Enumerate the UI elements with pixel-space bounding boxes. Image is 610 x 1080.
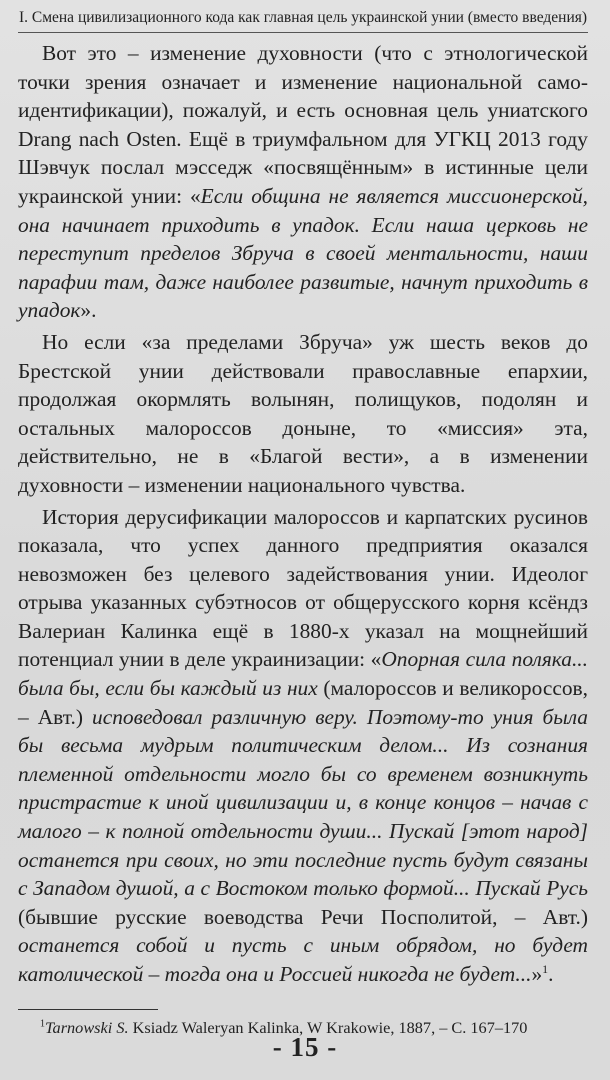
paragraph-3	[18, 503, 588, 989]
italic-quote-segment: Если община не является миссионерской, она начинает приходить в упадок. Если наша церковь не переступит пределов Збруча в своей ментальности, наши парафии там, даже наиболее развитые, начнут приходить в упадок	[18, 183, 588, 323]
text-segment: ».	[80, 298, 97, 323]
italic-quote-segment: останется собой и пусть с иным обрядом, но будет католической – тогда она и Россией никогда не будет...	[18, 933, 588, 986]
text-segment: .	[548, 962, 554, 986]
footnote-source: Ksiadz Waleryan Kalinka, W Krakowie, 1887, – С. 167–170	[128, 1017, 528, 1037]
footnote-author: Tarnowski S.	[45, 1017, 129, 1037]
footnote-number: 1	[40, 1018, 45, 1030]
text-segment: »	[531, 962, 543, 986]
page-number: - 15 -	[272, 1032, 338, 1062]
text-segment: (малороссов и великороссов, – Авт.)	[18, 676, 588, 729]
text-segment: История дерусификации малороссов и карпатских русинов показала, что успех данного предприятия оказался невозможен без целевого задействования унии. Идеолог отрыва указанных субэтносов от общерусского корня ксёндз Валериан Калинка ещё в 1880-х указал на мощнейший потенциал унии в деле украинизации: «	[18, 504, 588, 672]
text-segment: (бывшие русские воеводства Речи Посполитой, – Авт.)	[18, 904, 588, 929]
paragraph-1	[18, 39, 588, 325]
footnote-rule	[18, 1009, 158, 1010]
text-segment: Вот это – изменение духовности (что с этнологической точки зрения означает и изменение национальной само-идентификации), пожалуй, и есть основная цель униатского Drang nach Osten. Ещё в триумфальном для УГКЦ 2013 году Шэвчук послал мэсседж «посвящённым» в истинные цели украинской унии: «	[18, 41, 588, 208]
footnote-marker: 1	[542, 961, 549, 976]
body-text	[18, 39, 588, 989]
italic-quote-segment: Опорная сила поляка... была бы, если бы каждый из них	[18, 647, 588, 701]
running-head: I. Смена цивилизационного кода как главная цель украинской унии (вместо введения)	[18, 8, 588, 33]
italic-quote-segment: исповедовал различную веру. Поэтому-то уния была бы весьма мудрым политическим делом... Из сознания племенной отдельности могло бы со временем возникнуть пристрастие к иной цивилизации и, в конце концов – начав с малого – к полной отдельности души... Пускай [этот народ] останется при своих, но эти последние пусть будут связаны с Западом душой, а с Востоком только формой... Пускай Русь	[18, 704, 588, 901]
text-segment: Но если «за пределами Збруча» уж шесть веков до Брестской унии действовали православные епархии, продолжая окормлять волынян, полищуков, подолян и остальных малороссов доныне, то «миссия» эта, действительно, не в «Благой вести», а в изменении духовности – изменении национального чувства.	[18, 329, 588, 497]
paragraph-2	[18, 328, 588, 500]
